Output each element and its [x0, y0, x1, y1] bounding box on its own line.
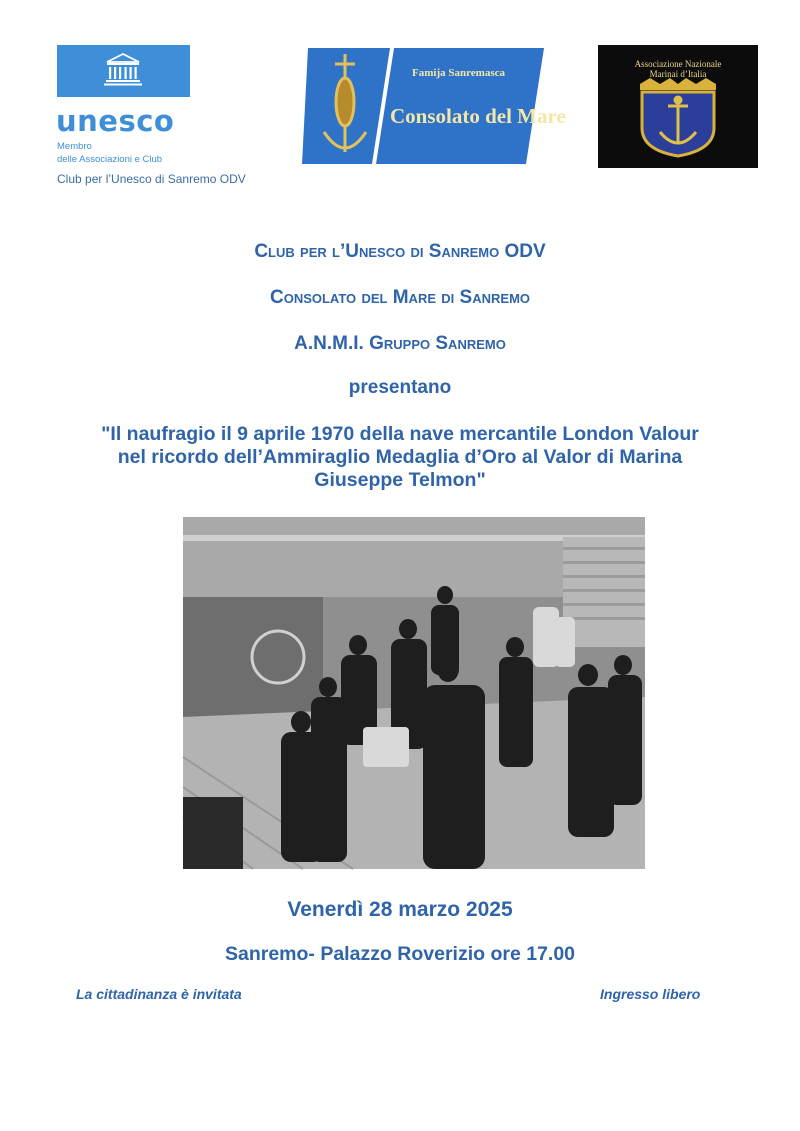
event-venue: Sanremo- Palazzo Roverizio ore 17.00 — [224, 943, 576, 965]
consolato-del-mare-logo — [300, 44, 566, 168]
unesco-club-name: Club per l’Unesco di Sanremo ODV — [57, 172, 246, 186]
free-entry-note: Ingresso libero — [600, 986, 701, 1002]
anmi-shield-icon — [630, 78, 726, 158]
consolato-famija-text: Famija Sanremasca — [412, 67, 505, 79]
unesco-membro-text — [57, 140, 162, 166]
unesco-wordmark: unesco — [56, 104, 175, 138]
anmi-line1: Associazione Nazionale — [634, 59, 722, 69]
presentano-text: presentano — [348, 377, 452, 398]
unesco-membro-line1: Membro — [57, 141, 92, 152]
event-title-line3: Giuseppe Telmon" — [314, 469, 486, 491]
organizer-consolato: Consolato del Mare di Sanremo — [269, 287, 531, 308]
unesco-logo — [57, 45, 190, 97]
consolato-name-text: Consolato del Mare — [390, 104, 566, 128]
event-date: Venerdì 28 marzo 2025 — [287, 898, 513, 921]
organizer-unesco-club: Club per l’Unesco di Sanremo ODV — [254, 241, 546, 262]
unesco-membro-line2: delle Associazioni e Club — [57, 154, 163, 165]
invitation-note: La cittadinanza è invitata — [76, 986, 242, 1002]
event-title-line2: nel ricordo dell’Ammiraglio Medaglia d’Oro al Valor di Marina — [117, 446, 683, 468]
historic-photo — [183, 517, 645, 869]
event-title-line1: "Il naufragio il 9 aprile 1970 della nave mercantile London Valour — [101, 423, 699, 445]
anmi-line2: Marinai d’Italia — [649, 69, 707, 79]
unesco-temple-icon — [57, 45, 190, 97]
anmi-logo-text — [598, 59, 758, 79]
organizer-anmi: A.N.M.I. Gruppo Sanremo — [294, 333, 506, 354]
